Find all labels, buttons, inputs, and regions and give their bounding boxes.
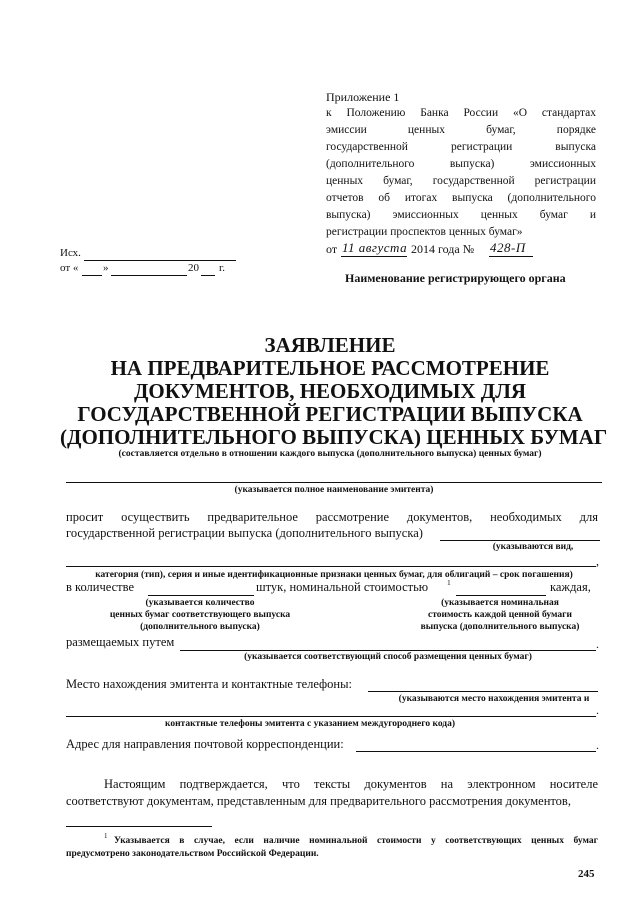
location-label: Место нахождения эмитента и контактные телефоны:: [66, 677, 352, 691]
outgoing-ref-field[interactable]: [84, 260, 236, 261]
outgoing-date-close-quote: »: [103, 262, 109, 274]
appendix-line-8: регистрации проспектов ценных бумаг»: [326, 226, 523, 238]
securities-category-caption: категория (тип), серия и иные идентификационные признаки ценных бумаг, для облигаций – срок погашения): [95, 570, 573, 580]
confirm-line-1: Настоящим подтверждается, что тексты документов на электронном носителе: [104, 777, 598, 791]
quantity-caption-2: ценных бумаг соответствующего выпуска: [109, 610, 291, 620]
footnote-line-1: Указывается в случае, если наличие номинальной стоимости у соответствующих ценных бумаг: [114, 836, 598, 846]
subtitle: (составляется отдельно в отношении каждого выпуска (дополнительного выпуска) ценных бумаг): [118, 449, 542, 459]
phones-field[interactable]: [66, 716, 596, 717]
securities-kind-caption: (указываются вид,: [492, 542, 574, 552]
quantity-caption-3: (дополнительного выпуска): [140, 622, 260, 632]
nominal-caption-1: (указывается номинальная: [441, 598, 559, 608]
title-line-3: ДОКУМЕНТОВ, НЕОБХОДИМЫХ ДЛЯ: [133, 379, 527, 403]
nominal-value-field[interactable]: [456, 595, 546, 596]
quantity-mid-text: штук, номинальной стоимостью: [256, 580, 429, 594]
issuer-name-field[interactable]: [66, 482, 602, 483]
footnote-mark: 1: [104, 832, 108, 840]
placement-label: размещаемых путем: [66, 635, 175, 649]
securities-category-field[interactable]: [66, 566, 596, 567]
outgoing-year-suffix: г.: [219, 262, 226, 274]
appendix-line-1: к Положению Банка России «О стандартах: [326, 107, 596, 119]
title-line-2: НА ПРЕДВАРИТЕЛЬНОЕ РАССМОТРЕНИЕ: [110, 356, 550, 380]
location-field[interactable]: [368, 691, 598, 692]
appendix-line-2: эмиссии ценных бумаг, порядке: [326, 124, 596, 136]
request-line-1: просит осуществить предварительное рассмотрение документов, необходимых для: [66, 510, 598, 524]
appendix-line-3: государственной регистрации выпуска: [326, 141, 596, 153]
title-line-4: ГОСУДАРСТВЕННОЙ РЕГИСТРАЦИИ ВЫПУСКА: [77, 402, 583, 426]
quantity-suffix: каждая,: [550, 580, 591, 594]
outgoing-day-field[interactable]: [82, 275, 102, 276]
nominal-caption-3: выпуска (дополнительного выпуска): [420, 622, 580, 632]
category-comma: ,: [596, 554, 599, 568]
appendix-date-prefix: от: [326, 242, 338, 256]
appendix-title: Приложение 1: [326, 90, 400, 104]
nominal-caption-2: стоимость каждой ценной бумаги: [428, 610, 572, 620]
placement-method-caption: (указывается соответствующий способ размещения ценных бумаг): [244, 652, 532, 662]
quantity-prefix: в количестве: [66, 580, 135, 594]
appendix-line-7: выпуска) эмиссионных ценных бумаг и: [326, 209, 596, 221]
request-line-2: государственной регистрации выпуска (дополнительного выпуска): [66, 526, 423, 540]
outgoing-date-open: от «: [60, 262, 79, 274]
quantity-field[interactable]: [148, 595, 254, 596]
outgoing-month-field[interactable]: [111, 275, 187, 276]
appendix-number-handwritten: 428-П: [490, 240, 526, 255]
footnote-line-2: предусмотрено законодательством Российской Федерации.: [66, 849, 319, 859]
appendix-year-text: 2014 года №: [411, 242, 475, 256]
securities-kind-field[interactable]: [440, 540, 600, 541]
footnote-mark-ref: 1: [447, 578, 451, 587]
appendix-line-5: ценных бумаг, государственной регистрации: [326, 175, 596, 187]
address-period: .: [596, 738, 599, 752]
footnote-separator: [66, 826, 212, 827]
address-label: Адрес для направления почтовой корреспонденции:: [66, 737, 344, 751]
placement-method-field[interactable]: [180, 650, 596, 651]
outgoing-year-prefix: 20: [188, 262, 199, 274]
appendix-date-underline: [341, 256, 407, 257]
phones-caption: контактные телефоны эмитента с указанием междугороднего кода): [164, 719, 456, 729]
placement-period: .: [596, 637, 599, 651]
issuer-name-caption: (указывается полное наименование эмитента): [234, 485, 434, 495]
appendix-line-6: отчетов об итогах выпуска (дополнительного: [326, 192, 596, 204]
outgoing-year-field[interactable]: [201, 275, 215, 276]
registering-authority-label: Наименование регистрирующего органа: [345, 271, 566, 285]
phones-period: .: [596, 703, 599, 717]
postal-address-field[interactable]: [356, 751, 596, 752]
appendix-number-underline: [489, 256, 533, 257]
confirm-line-2: соответствуют документам, представленным для предварительного рассмотрения документов,: [66, 794, 571, 808]
page-number: 245: [578, 868, 595, 880]
title-line-1: ЗАЯВЛЕНИЕ: [264, 333, 396, 357]
appendix-line-4: (дополнительного выпуска) эмиссионных: [326, 158, 596, 170]
title-line-5: (ДОПОЛНИТЕЛЬНОГО ВЫПУСКА) ЦЕННЫХ БУМАГ: [60, 425, 608, 449]
outgoing-ref-label: Исх.: [60, 247, 81, 259]
quantity-caption-1: (указывается количество: [145, 598, 255, 608]
appendix-date-handwritten: 11 августа: [342, 240, 408, 255]
location-caption: (указываются место нахождения эмитента и: [398, 694, 590, 704]
